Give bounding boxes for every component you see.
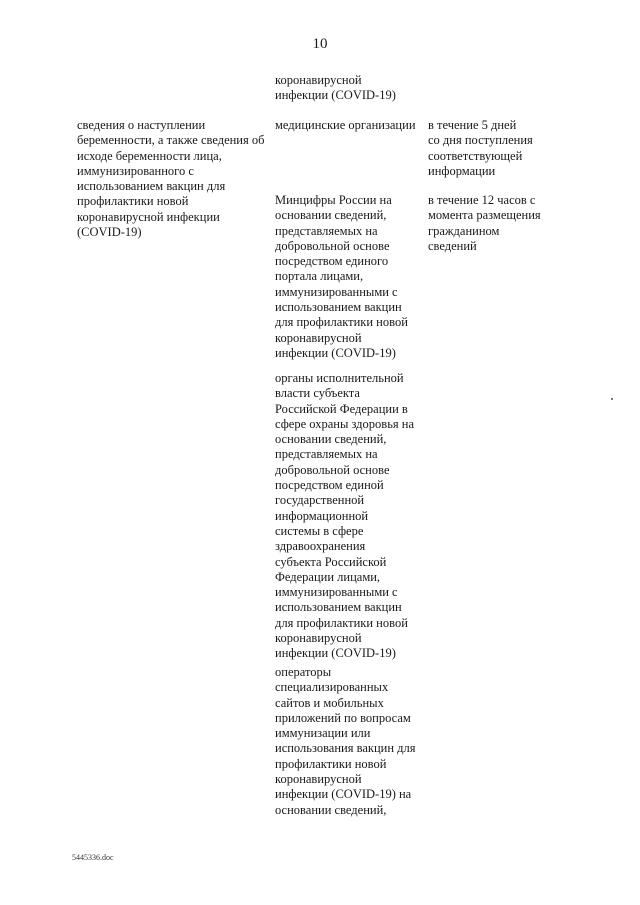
data-item-description: сведения о наступлении беременности, а также сведения об исходе беременности лица, иммунизированного с использованием вакцин для профилактики новой коронавирусной инфекции (COVID-19) bbox=[77, 118, 265, 240]
col2-continuation-text: коронавирусной инфекции (COVID-19) bbox=[275, 73, 396, 103]
source-regional-authorities: органы исполнительной власти субъекта Российской Федерации в сфере охраны здоровья на основании сведений, представляемых на добровольной основе посредством единой государственной информационной системы в сфере здравоохранения субъекта Российской Федерации лицами, иммунизированными с использованием вакцин для профилактики новой коронавирусной инфекции (COVID-19) bbox=[275, 371, 415, 661]
scan-mark bbox=[611, 398, 613, 400]
source-app-operators: операторы специализированных сайтов и мобильных приложений по вопросам иммунизации или использования вакцин для профилактики новой коронавирусной инфекции (COVID-19) на основании сведений, bbox=[275, 665, 416, 817]
footer-filename: 5445336.doc bbox=[72, 853, 114, 862]
deadline-12-hours: в течение 12 часов с момента размещения гражданином сведений bbox=[428, 193, 541, 253]
source-medical-organizations: медицинские организации bbox=[275, 118, 416, 132]
source-mintsifry: Минцифры России на основании сведений, представляемых на добровольной основе посредством единого портала лицами, иммунизированными с использованием вакцин для профилактики новой коронавирусной инфекции (COVID-19) bbox=[275, 193, 408, 360]
deadline-5-days: в течение 5 дней со дня поступления соответствующей информации bbox=[428, 118, 533, 178]
page-number: 10 bbox=[312, 36, 328, 52]
